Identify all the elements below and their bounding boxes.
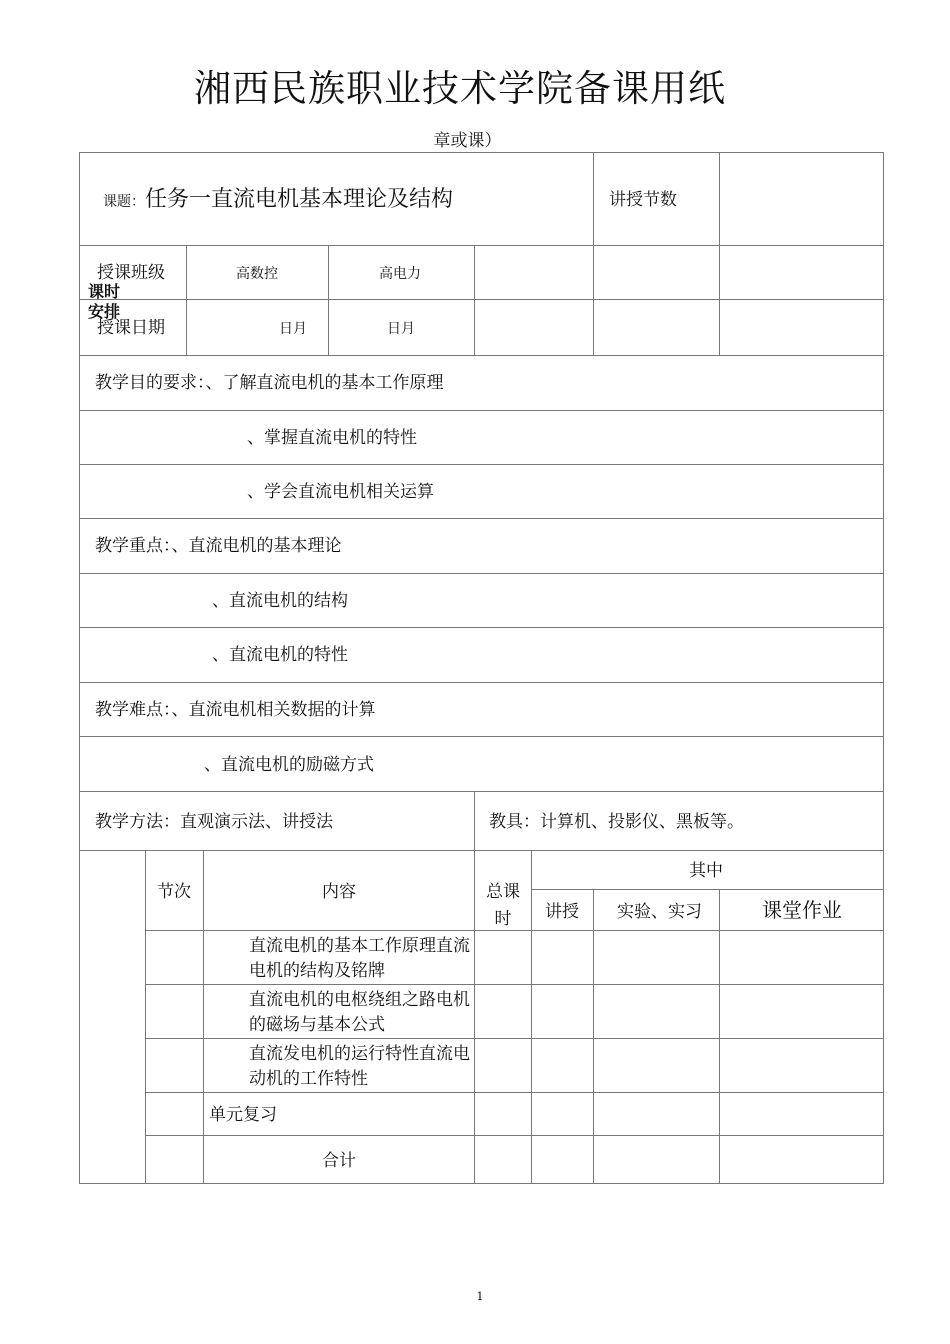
total-label: 合计 [322, 1151, 356, 1171]
difficulties-label: 教学难点： [95, 700, 172, 720]
grid-line [79, 791, 884, 792]
class-1: 高数控 [236, 266, 278, 282]
schedule-row-content: 单元复习 [209, 1105, 277, 1125]
key-point-line-1 [95, 535, 342, 557]
chapter-label: 章或课） [433, 131, 502, 151]
grid-line [79, 299, 884, 300]
lecture-header: 讲授 [545, 902, 579, 922]
page-title: 湘西民族职业技术学院备课用纸 [194, 67, 726, 110]
grid-line [531, 889, 884, 890]
content-header: 内容 [322, 882, 356, 902]
objectives-label: 教学目的要求： [95, 373, 206, 393]
key-point-item: 、直流电机的基本理论 [171, 536, 342, 556]
lesson-plan-table [79, 152, 884, 1184]
grid-line [79, 736, 884, 737]
grid-line [719, 889, 720, 1184]
grid-line [593, 152, 594, 355]
grid-line [79, 850, 884, 851]
lab-header: 实验、实习 [617, 902, 702, 922]
grid-line [883, 152, 884, 1184]
grid-line [145, 1038, 884, 1039]
section-header: 节次 [157, 882, 191, 902]
among-header: 其中 [689, 861, 723, 881]
grid-line [79, 464, 884, 465]
class-label: 授课班级 [97, 263, 165, 283]
grid-line [79, 518, 884, 519]
schedule-row-content: 直流电机的基本工作原理直流电机的结构及铭牌 [249, 936, 470, 981]
teaching-method: 教学方法：直观演示法、讲授法 [95, 812, 333, 832]
grid-line [328, 245, 329, 355]
objective-item: 、掌握直流电机的特性 [247, 428, 417, 448]
date-1: 日月 [279, 321, 307, 337]
total-hours-header: 总课时 [486, 882, 520, 929]
difficulty-line-1 [95, 699, 376, 721]
objective-item: 、学会直流电机相关运算 [247, 482, 434, 502]
grid-line [79, 1183, 884, 1184]
topic-field [103, 189, 453, 213]
grid-line [79, 410, 884, 411]
homework-header: 课堂作业 [762, 898, 842, 922]
schedule-side-label: 课时安排 [87, 282, 120, 321]
topic-value: 任务一直流电机基本理论及结构 [145, 187, 454, 212]
date-label: 授课日期 [97, 318, 165, 338]
objective-line-1 [95, 372, 444, 394]
grid-line [593, 889, 594, 1184]
grid-line [145, 1092, 884, 1093]
topic-label: 课题： [103, 194, 145, 210]
difficulty-item: 、直流电机相关数据的计算 [171, 700, 376, 720]
class-2: 高电力 [379, 266, 421, 282]
grid-line [79, 245, 884, 246]
grid-line [79, 627, 884, 628]
grid-line [79, 573, 884, 574]
key-point-item: 、直流电机的结构 [212, 591, 348, 611]
objective-item: 、了解直流电机的基本工作原理 [205, 373, 444, 393]
grid-line [79, 355, 884, 356]
grid-line [79, 152, 80, 1184]
grid-line [474, 791, 475, 1184]
schedule-row-content: 直流电机的电枢绕组之路电机的磁场与基本公式 [249, 990, 470, 1035]
grid-line [203, 850, 204, 1184]
grid-line [145, 1135, 884, 1136]
teaching-tools: 教具：计算机、投影仪、黑板等。 [489, 812, 744, 832]
page-number: 1 [476, 1290, 484, 1303]
date-2: 日月 [387, 321, 415, 337]
key-points-label: 教学重点： [95, 536, 172, 556]
grid-line [186, 245, 187, 355]
schedule-row-content: 直流发电机的运行特性直流电动机的工作特性 [249, 1044, 470, 1089]
grid-line [145, 984, 884, 985]
key-point-item: 、直流电机的特性 [212, 645, 348, 665]
difficulty-item: 、直流电机的励磁方式 [204, 755, 374, 775]
grid-line [474, 245, 475, 355]
periods-label: 讲授节数 [609, 190, 677, 210]
grid-line [531, 850, 532, 1184]
grid-line [145, 850, 146, 1184]
grid-line [719, 152, 720, 355]
grid-line [79, 682, 884, 683]
grid-line [79, 152, 884, 153]
